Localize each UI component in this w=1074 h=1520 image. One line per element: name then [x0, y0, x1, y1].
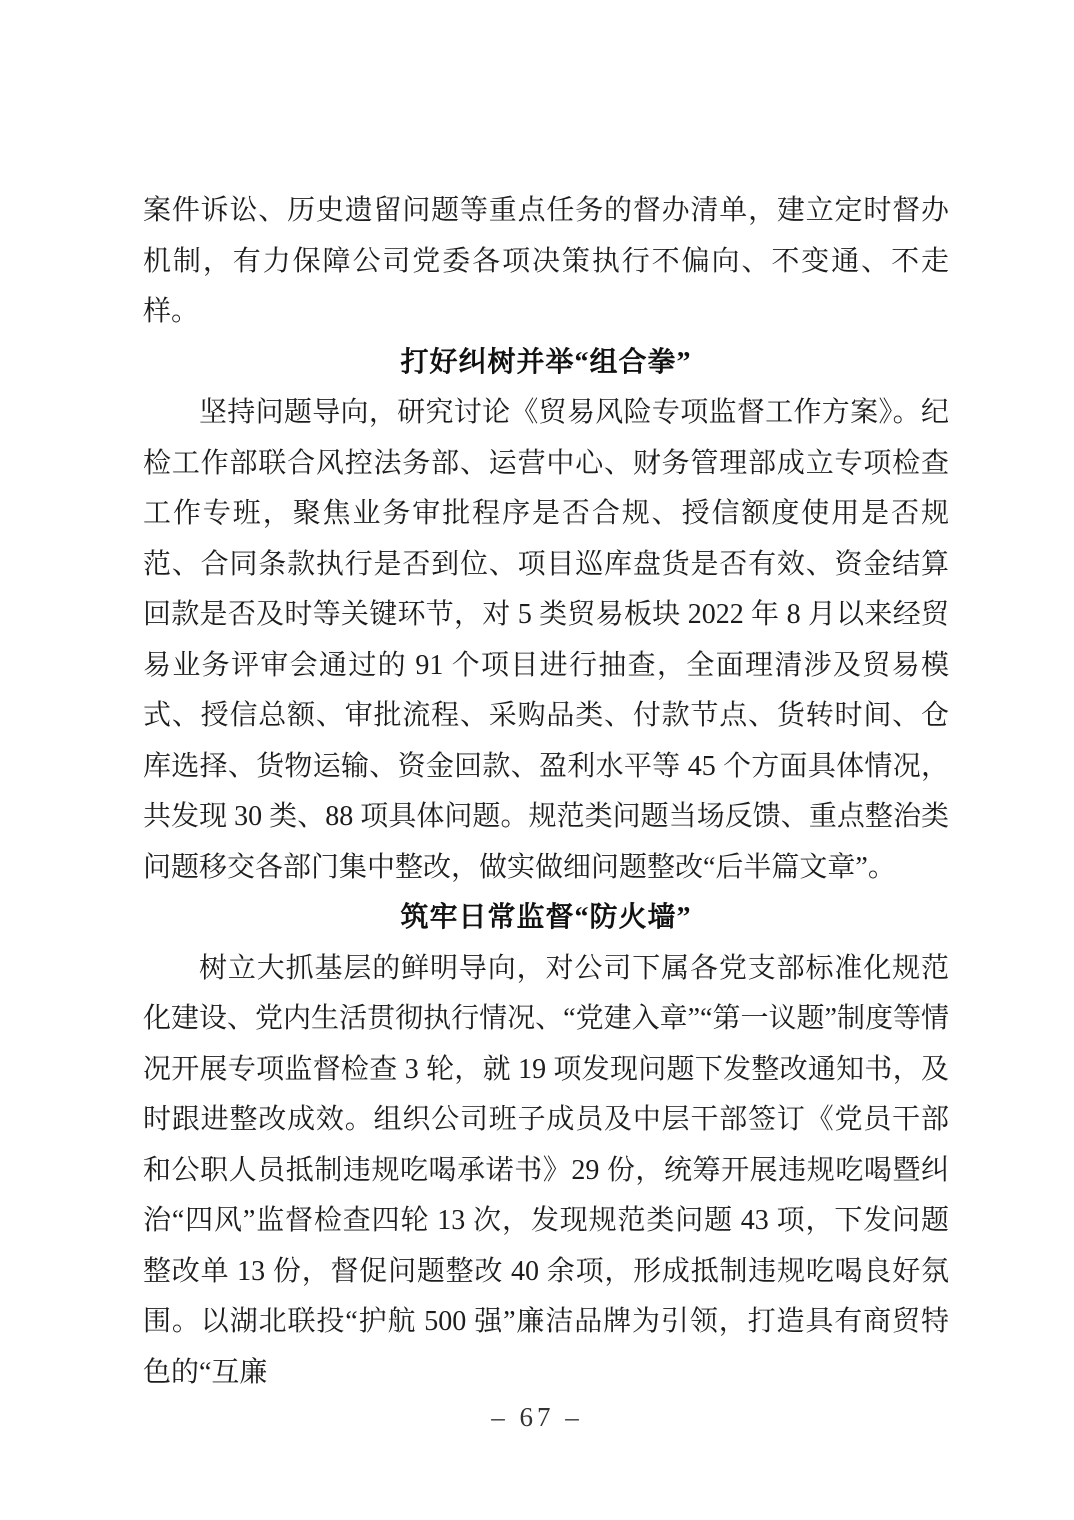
- paragraph-continuation: 案件诉讼、历史遗留问题等重点任务的督办清单，建立定时督办机制，有力保障公司党委各项决策执行不偏向、不变通、不走样。: [143, 195, 949, 327]
- page-content: [143, 186, 949, 1398]
- paragraph-section-1: 坚持问题导向，研究讨论《贸易风险专项监督工作方案》。纪检工作部联合风控法务部、运营中心、财务管理部成立专项检查工作专班，聚焦业务审批程序是否合规、授信额度使用是否规范、合同条款执行是否到位、项目巡库盘货是否有效、资金结算回款是否及时等关键环节，对 5 类贸易板块 2022 年 8 月以来经贸易业务评审会通过的 91 个项目进行抽查，全面理清涉及贸易模式、授信总额、审批流程、采购品类、付款节点、货转时间、仓库选择、货物运输、资金回款、盈利水平等 45 个方面具体情况，共发现 30 类、88 项具体问题。规范类问题当场反馈、重点整治类问题移交各部门集中整改，做实做细问题整改“后半篇文章”。: [143, 397, 949, 883]
- section-heading-1: 打好纠树并举“组合拳”: [400, 346, 692, 378]
- page-number: – 67 –: [491, 1402, 583, 1432]
- section-heading-2: 筑牢日常监督“防火墙”: [400, 902, 692, 933]
- paragraph-section-2: 树立大抓基层的鲜明导向，对公司下属各党支部标准化规范化建设、党内生活贯彻执行情况、“党建入章”“第一议题”制度等情况开展专项监督检查 3 轮，就 19 项发现问题下发整改通知书，及时跟进整改成效。组织公司班子成员及中层干部签订《党员干部和公职人员抵制违规吃喝承诺书》29 份，统筹开展违规吃喝暨纠治“四风”监督检查四轮 13 次，发现规范类问题 43 项，下发问题整改单 13 份，督促问题整改 40 余项，形成抵制违规吃喝良好氛围。以湖北联投“护航 500 强”廉洁品牌为引领，打造具有商贸特色的“互廉: [143, 952, 949, 1388]
- page-footer: [0, 1402, 1074, 1433]
